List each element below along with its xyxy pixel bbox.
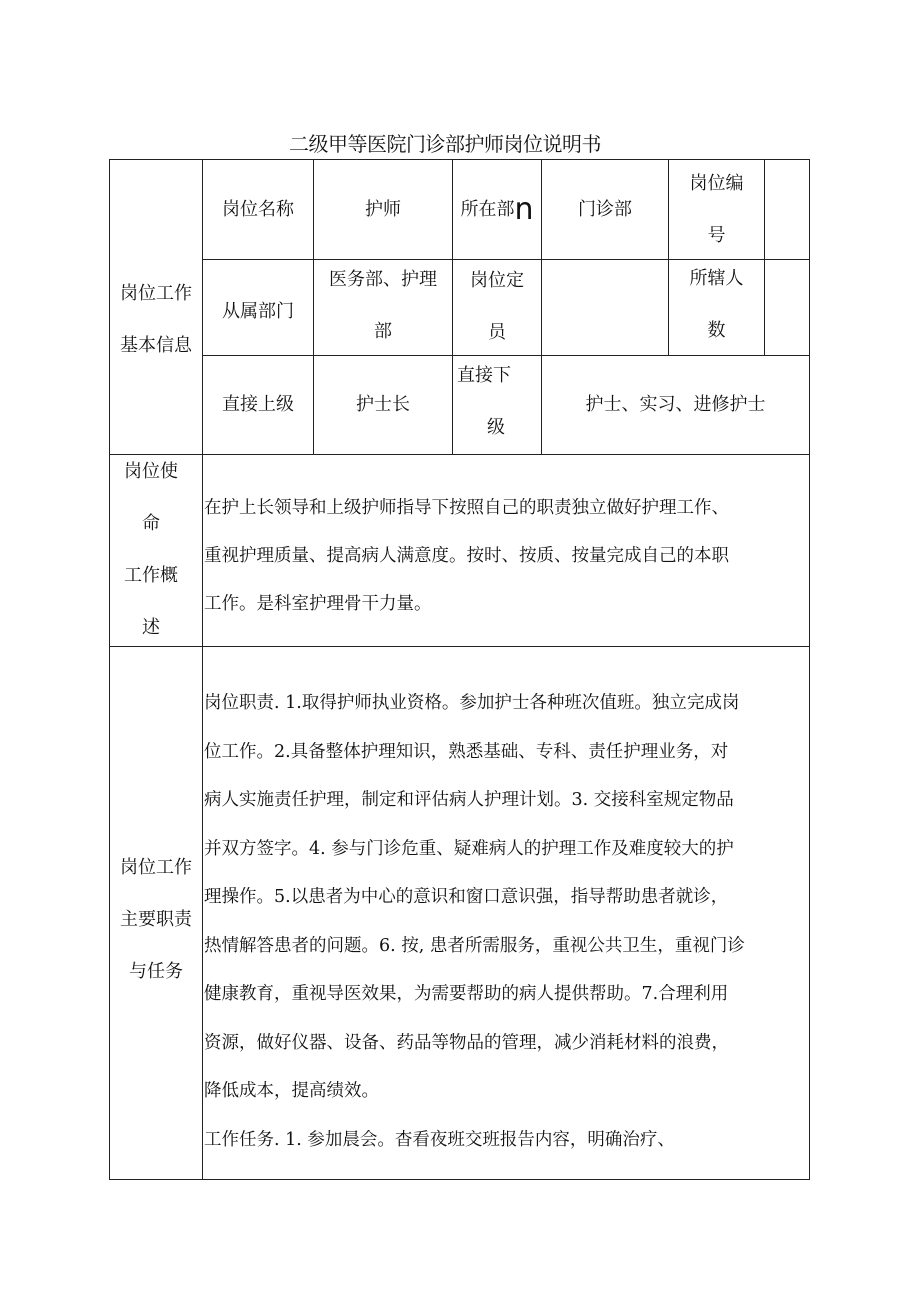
label-line: 员 [488,321,506,343]
section-label-line: 与任务 [129,961,183,982]
paragraph-line: 资源，做好仪器、设备、药品等物品的管理，减少消耗材料的浪费， [204,1032,729,1053]
section-label-line: 工作概 [124,565,178,586]
section-label-line: 述 [142,617,160,638]
department-label-text: 所在部 [460,198,515,220]
paragraph-line: 在护上长领导和上级护师指导下按照自己的职责独立做好护理工作、 [204,498,729,518]
paragraph-line: 健康教育，重视导医效果，为需要帮助的病人提供帮助。7.合理利用 [204,984,729,1004]
basic-info-section-label [110,260,202,380]
direct-superior-label: 直接上级 [222,394,294,415]
value-line: 部 [374,320,392,342]
label-line: 级 [487,417,505,438]
department-label [453,160,541,259]
duties-text [204,679,808,1164]
mission-section-label [110,448,192,652]
section-label-line: 命 [142,513,160,534]
quota-value [542,260,668,355]
label-line: 直接下 [457,365,511,386]
post-number-value [765,160,809,259]
section-label-line: 岗位使 [124,461,178,482]
affiliation-label: 从属部门 [222,300,294,322]
section-label-line: 主要职责 [120,909,192,930]
post-name-value: 护师 [365,198,401,220]
paragraph-line: 并双方签字。4. 参与门诊危重、疑难病人的护理工作及难度较大的护 [204,838,734,859]
paragraph-line: 位工作。2.具备整体护理知识，熟悉基础、专科、责任护理业务，对 [204,741,729,762]
table-border-bottom [109,1179,810,1180]
page-title: 二级甲等医院门诊部护师岗位说明书 [289,132,601,156]
label-line: 所辖人 [689,267,744,289]
paragraph-line: 热情解答患者的问题。6. 按, 患者所需服务，重视公共卫生，重视门诊 [204,935,745,956]
affiliation-value [314,256,452,355]
paragraph-line: 岗位职责. 1.取得护师执业资格。参加护士各种班次值班。独立完成岗 [204,693,740,713]
department-value: 门诊部 [578,198,632,220]
paragraph-line: 降低成本，提高绩效。 [204,1081,379,1101]
table-rule [109,646,810,647]
post-name-label: 岗位名称 [222,198,294,220]
department-label-suffix: n [514,191,534,227]
subordinates-value [765,260,809,355]
duties-section-label [110,842,202,998]
section-label-line: 基本信息 [120,335,192,356]
label-line: 岗位定 [470,269,524,291]
quota-label [453,258,541,355]
label-line: 号 [707,224,726,246]
direct-subordinate-value: 护士、实习、进修护士 [585,394,766,415]
section-label-line: 岗位工作 [120,283,192,304]
paragraph-line: 病人实施责任护理，制定和评估病人护理计划。3. 交接科室规定物品 [204,790,734,810]
paragraph-line: 工作。是科室护理骨干力量。 [204,594,432,614]
paragraph-line: 重视护理质量、提高病人满意度。按时、按质、按量完成自己的本职 [204,546,729,566]
direct-superior-value: 护士长 [356,394,410,415]
mission-text [204,484,808,628]
table-border-right [809,159,810,1180]
paragraph-line: 工作任务. 1. 参加晨会。杳看夜班交班报告内容，明确治疗、 [204,1129,675,1150]
post-number-label [669,160,764,259]
label-line: 岗位编 [689,172,744,194]
value-line: 医务部、护理 [329,268,437,290]
direct-subordinate-label [453,352,545,452]
subordinates-label [669,254,764,355]
section-label-line: 岗位工作 [120,857,192,878]
paragraph-line: 理操作。5.以患者为中心的意识和窗口意识强，指导帮助患者就诊， [204,887,729,907]
label-line: 数 [707,319,726,341]
table-rule [109,454,810,455]
